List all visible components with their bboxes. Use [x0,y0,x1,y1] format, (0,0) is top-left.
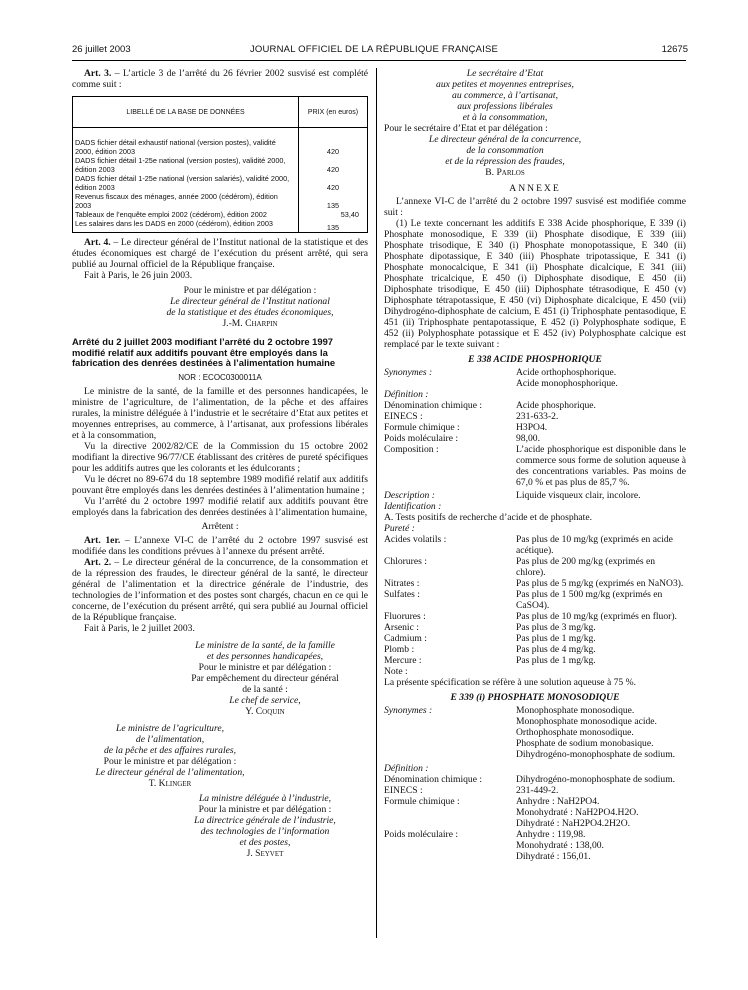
header-date: 26 juillet 2003 [72,44,131,55]
preamble-1: Le ministre de la santé, de la famille et des personnes handicapées, le ministre de l’agriculture, de l’alimentation, de la pêche et des affaires rurales, la ministre déléguée à l’industrie et le secrétaire d’Etat aux petites et moyennes entreprises, au commerce, à l’artisanat, aux professions libérales et à la consommation, [72,385,368,441]
list-item: Composition : L’acide phosphorique est disponible dans le commerce sous forme de solution aqueuse à des concentrations variables. Pas moins de 67,0 % et pas plus de 85,7 %. [384,444,686,488]
table-row: DADS fichier détail exhaustif national (version postes), validité 2000, édition 2003 420 [73,128,368,157]
list-item: Poids moléculaire : 98,00. [384,433,540,444]
arrete-title: Arrêté du 2 juillet 2003 modifiant l’arrêté du 2 octobre 1997 modifié relatif aux additifs pouvant être employés dans la fabrication des denrées destinées à l’alimentation humaine [72,336,336,368]
list-item: Formule chimique : Anhydre : NaH2PO4. Monohydraté : NaH2PO4.H2O. Dihydraté : NaH2PO4.2H2O. [384,796,639,829]
article-3: Art. 3. – L’article 3 de l’arrêté du 26 février 2002 susvisé est complété comme suit : [72,68,369,90]
annexe-intro: L’annexe VI-C de l’arrêté du 2 octobre 1997 susvisé est modifiée comme suit : [384,196,686,218]
signature-sante: Le ministre de la santé, de la famille et des personnes handicapées, Pour le ministre et par délégation : Par empêchement du directeur général de la santé : Le chef de service, Y. Coquin [191,639,339,717]
table-row: Les salaires dans les DADS en 2000 (cédérom), édition 2003 135 [73,219,368,233]
list-item: Cadmium : Pas plus de 1 mg/kg. [384,633,596,644]
signature-secretaire-etat: Le secrétaire d’Etat aux petites et moyennes entreprises, au commerce, à l’artisanat, aux professions libérales et à la consommation, [436,68,574,123]
list-item: EINECS : 231-449-2. [384,785,559,796]
annexe-paragraph-1: (1) Le texte concernant les additifs E 338 Acide phosphorique, E 339 (i) Phosphate monosodique, E 339 (ii) Phosphate disodique, E 339 (iii) Phosphate trisodique, E 340 (i) Phosphate monopotassique, E 340 (ii) Phosphate dipotassique, E 340 (iii) Phosphate tripotassique, E 341 (i) Phosphate monocalcique, E 341 (ii) Phosphate dicalcique, E 341 (iii) Phosphate tricalcique, E 450 (i) Diphosphate disodique, E 450 (ii) Diphosphate trisodique, E 450 (iii) Diphosphate tétrasodique, E 450 (v) Diphosphate tétrapotassique, E 450 (vi) Diphosphate dicalcique, E 450 (vii) Dihydrogéno-diphosphate de calcium, E 451 (i) Triphosphate pentasodique, E 451 (ii) Triphosphate pentapotassique, E 452 (i) Polyphosphate sodique, E 452 (ii) Polyphosphate potassique et E 452 (iv) Polyphosphate calcique est remplacé par le texte suivant : [384,218,686,350]
e338-definition: Définition : [384,389,429,400]
page-header [0,44,748,58]
table-row: DADS fichier détail 1-25e national (version postes), validité 2000, édition 2003 420 [73,156,368,174]
table-header-label: LIBELLÉ DE LA BASE DE DONNÉES [73,97,299,128]
list-item: Dénomination chimique : Dihydrogéno-monophosphate de sodium. [384,774,676,785]
annexe-title: ANNEXE [509,183,561,194]
price-table [72,96,368,233]
list-item: Formule chimique : H3PO4. [384,422,548,433]
e338-ident-a: A. Tests positifs de recherche d’acide et de phosphate. [384,512,593,523]
signature-insee: Pour le ministre et par délégation : Le directeur général de l’Institut national de la statistique et des études économiques, J.-M. Charpin [166,285,334,329]
header-page-number: 12675 [661,44,688,55]
arretent: Arrêtent : [201,520,239,532]
article-1: Art. 1er. – L’annexe VI-C de l’arrêté du 2 octobre 1997 susvisé est modifiée dans les conditions prévues à l’annexe du présent arrêté. [72,534,368,557]
signature-agriculture: Le ministre de l’agriculture, de l’alimentation, de la pêche et des affaires rurales, Pour le ministre et par délégation : Le directeur général de l’alimentation, T. Klinger [95,722,245,789]
list-item: Mercure : Pas plus de 1 mg/kg. [384,655,596,666]
list-item: Dénomination chimique : Acide phosphorique. [384,400,596,411]
list-item: Chlorures : Pas plus de 200 mg/kg (exprimés en chlore). [384,556,656,578]
list-item: Plomb : Pas plus de 4 mg/kg. [384,644,596,655]
list-item: EINECS : 231-633-2. [384,411,559,422]
article-2: Art. 2. – Le directeur général de la concurrence, de la consommation et de la répression des fraudes, le directeur général de la santé, le directeur général de l’alimentation et la directrice générale de l’industrie, des technologies de l’information et des postes sont chargés, chacun en ce qui le concerne, de l’exécution du présent arrêté, qui sera publié au Journal officiel de la République française. [72,556,368,623]
e339-synonymes: Synonymes : Monophosphate monosodique. Monophosphate monosodique acide. Orthophosphate monosodique. Phosphate de sodium monobasique. Dihydrogéno-monophosphate de sodium. [384,705,676,760]
list-item: Acides volatils : Pas plus de 10 mg/kg (exprimés en acide acétique). [384,534,673,556]
header-title: JOURNAL OFFICIEL DE LA RÉPUBLIQUE FRANÇAISE [249,44,499,55]
list-item: Sulfates : Pas plus de 1 500 mg/kg (exprimés en CaSO4). [384,589,663,611]
table-row: Tableaux de l’enquête emploi 2002 (cédérom), édition 2002 53,40 [73,210,368,219]
column-divider [376,68,377,938]
fait-paris-1: Fait à Paris, le 26 juin 2003. [84,270,193,281]
preamble-2: Vu la directive 2002/82/CE de la Commission du 15 octobre 2002 modifiant la directive 96/77/CE établissant des critères de pureté spécifiques pour les additifs autres que les colorants et les édulcorants ; [72,440,368,474]
e338-title: E 338 ACIDE PHOSPHORIQUE [468,354,602,365]
fait-paris-2: Fait à Paris, le 2 juillet 2003. [84,622,195,634]
right-column [384,68,686,862]
list-item: Nitrates : Pas plus de 5 mg/kg (exprimés en NaNO3). [384,578,684,589]
left-column [72,68,368,859]
signature-delegation: Pour le secrétaire d’Etat et par délégation : [384,123,548,134]
e338-note: La présente spécification se réfère à une solution aqueuse à 75 %. [384,677,636,688]
article-4: Art. 4. – Le directeur général de l’Institut national de la statistique et des études économiques est chargé de l’exécution du présent arrêté, qui sera publié au Journal officiel de la République française. [72,237,368,270]
list-item: Arsenic : Pas plus de 3 mg/kg. [384,622,596,633]
list-item: Poids moléculaire : Anhydre : 119,98. Monohydraté : 138,00. Dihydraté : 156,01. [384,829,604,862]
preamble-3: Vu le décret no 89-674 du 18 septembre 1989 modifié relatif aux additifs pouvant être employés dans les denrées destinées à l’alimentation humaine ; [72,473,368,496]
signature-dgccrf: Le directeur général de la concurrence, de la consommation et de la répression des fraudes, B. Parlos [428,134,582,178]
e338-note-label: Note : [384,666,408,677]
e339-definition: Définition : [384,763,429,774]
table-header-price: PRIX (en euros) [299,97,368,128]
e338-synonymes: Synonymes : Acide orthophosphorique. Acide monophosphorique. [384,367,618,389]
table-row: Revenus fiscaux des ménages, année 2000 (cédérom), édition 2003 135 [73,192,368,210]
e338-purete: Pureté : [384,523,415,534]
nor-reference: NOR : ECOC0300011A [178,372,262,382]
preamble-4: Vu l’arrêté du 2 octobre 1997 modifié relatif aux additifs pouvant être employés dans la fabrication des denrées destinées à l’alimentation humaine, [72,495,368,518]
e338-identification: Identification : [384,501,442,512]
signature-industrie: La ministre déléguée à l’industrie, Pour la ministre et par délégation : La directrice générale de l’industrie, des technologies de l’information et des postes, J. Seyvet [194,792,336,859]
header-rule [72,60,686,61]
e338-description: Description : Liquide visqueux clair, incolore. [384,490,641,501]
list-item: Fluorures : Pas plus de 10 mg/kg (exprimés en fluor). [384,611,677,622]
table-row: DADS fichier détail 1-25e national (version salariés), validité 2000, édition 2003 420 [73,174,368,192]
e339-title: E 339 (i) PHOSPHATE MONOSODIQUE [450,692,620,703]
